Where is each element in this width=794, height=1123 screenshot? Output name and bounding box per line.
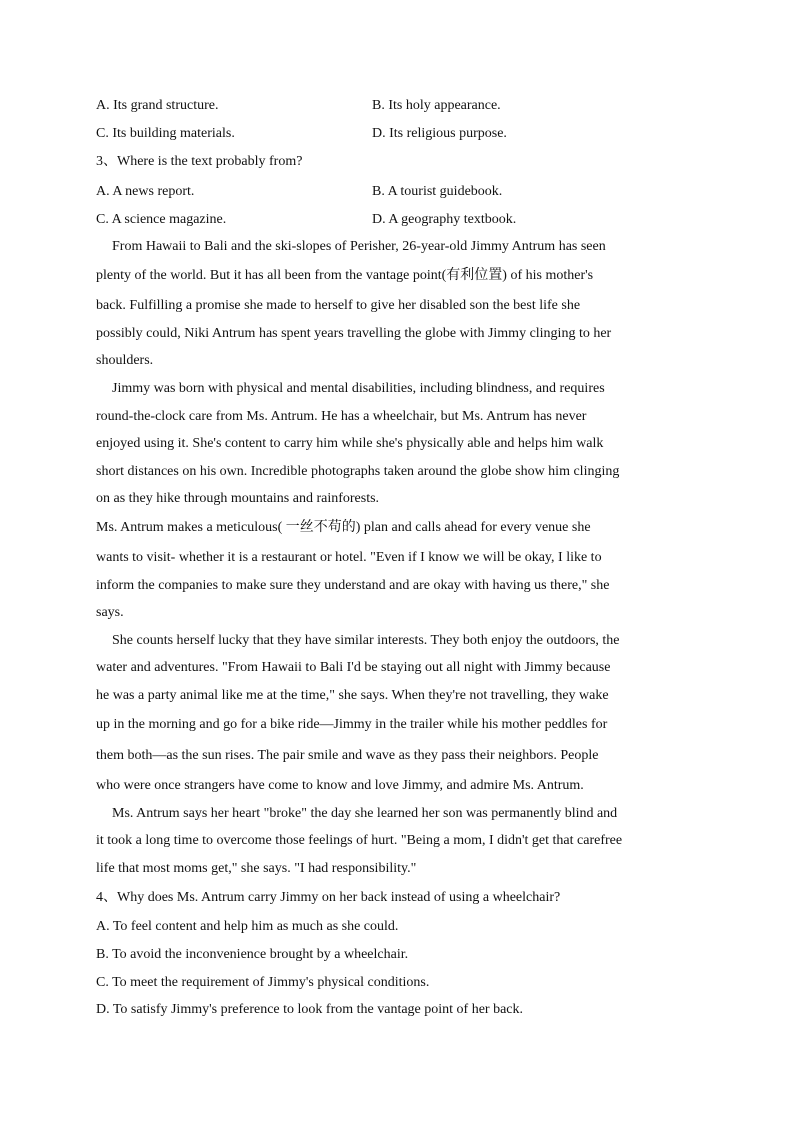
- q4-option-b: B. To avoid the inconvenience brought by a wheelchair.: [96, 947, 409, 962]
- passage-line: shoulders.: [96, 353, 154, 368]
- passage-line: wants to visit- whether it is a restaurant or hotel. "Even if I know we will be okay, I like to: [96, 550, 602, 565]
- passage-line: She counts herself lucky that they have similar interests. They both enjoy the outdoors, the: [112, 633, 620, 648]
- passage-line: water and adventures. "From Hawaii to Bali I'd be staying out all night with Jimmy because: [96, 660, 611, 675]
- passage-line: life that most moms get," she says. "I had responsibility.": [96, 861, 417, 876]
- passage-line: enjoyed using it. She's content to carry him while she's physically able and helps him walk: [96, 436, 604, 451]
- q3-question: 3、Where is the text probably from?: [96, 154, 303, 169]
- q4-option-d: D. To satisfy Jimmy's preference to look from the vantage point of her back.: [96, 1002, 523, 1017]
- passage-line: says.: [96, 605, 124, 620]
- passage-line: possibly could, Niki Antrum has spent years travelling the globe with Jimmy clinging to her: [96, 326, 612, 341]
- passage-line: Ms. Antrum makes a meticulous( 一丝不苟的) plan and calls ahead for every venue she: [96, 520, 591, 535]
- q2-option-a: A. Its grand structure.: [96, 98, 219, 113]
- passage-line: he was a party animal like me at the time," she says. When they're not travelling, they wake: [96, 688, 609, 703]
- passage-line: on as they hike through mountains and rainforests.: [96, 491, 380, 506]
- passage-line: plenty of the world. But it has all been from the vantage point(有利位置) of his mother's: [96, 268, 594, 283]
- q2-option-c: C. Its building materials.: [96, 126, 235, 141]
- q3-option-a: A. A news report.: [96, 184, 195, 199]
- passage-line: round-the-clock care from Ms. Antrum. He has a wheelchair, but Ms. Antrum has never: [96, 409, 587, 424]
- q3-option-c: C. A science magazine.: [96, 212, 227, 227]
- q3-option-d: D. A geography textbook.: [372, 212, 517, 227]
- q4-option-a: A. To feel content and help him as much as she could.: [96, 919, 399, 934]
- passage-line: Ms. Antrum says her heart "broke" the day she learned her son was permanently blind and: [112, 806, 618, 821]
- q4-question: 4、Why does Ms. Antrum carry Jimmy on her back instead of using a wheelchair?: [96, 890, 561, 905]
- passage-line: it took a long time to overcome those feelings of hurt. "Being a mom, I didn't get that carefree: [96, 833, 623, 848]
- passage-line: Jimmy was born with physical and mental disabilities, including blindness, and requires: [112, 381, 605, 396]
- passage-line: inform the companies to make sure they understand and are okay with having us there," she: [96, 578, 610, 593]
- q2-option-d: D. Its religious purpose.: [372, 126, 507, 141]
- passage-line: short distances on his own. Incredible photographs taken around the globe show him clinging: [96, 464, 620, 479]
- passage-line: who were once strangers have come to know and love Jimmy, and admire Ms. Antrum.: [96, 778, 584, 793]
- q3-option-b: B. A tourist guidebook.: [372, 184, 503, 199]
- passage-line: them both—as the sun rises. The pair smile and wave as they pass their neighbors. People: [96, 748, 599, 763]
- q4-option-c: C. To meet the requirement of Jimmy's physical conditions.: [96, 975, 430, 990]
- q2-option-b: B. Its holy appearance.: [372, 98, 501, 113]
- passage-line: back. Fulfilling a promise she made to herself to give her disabled son the best life she: [96, 298, 581, 313]
- passage-line: From Hawaii to Bali and the ski-slopes of Perisher, 26-year-old Jimmy Antrum has seen: [112, 239, 606, 254]
- passage-line: up in the morning and go for a bike ride—Jimmy in the trailer while his mother peddles for: [96, 717, 608, 732]
